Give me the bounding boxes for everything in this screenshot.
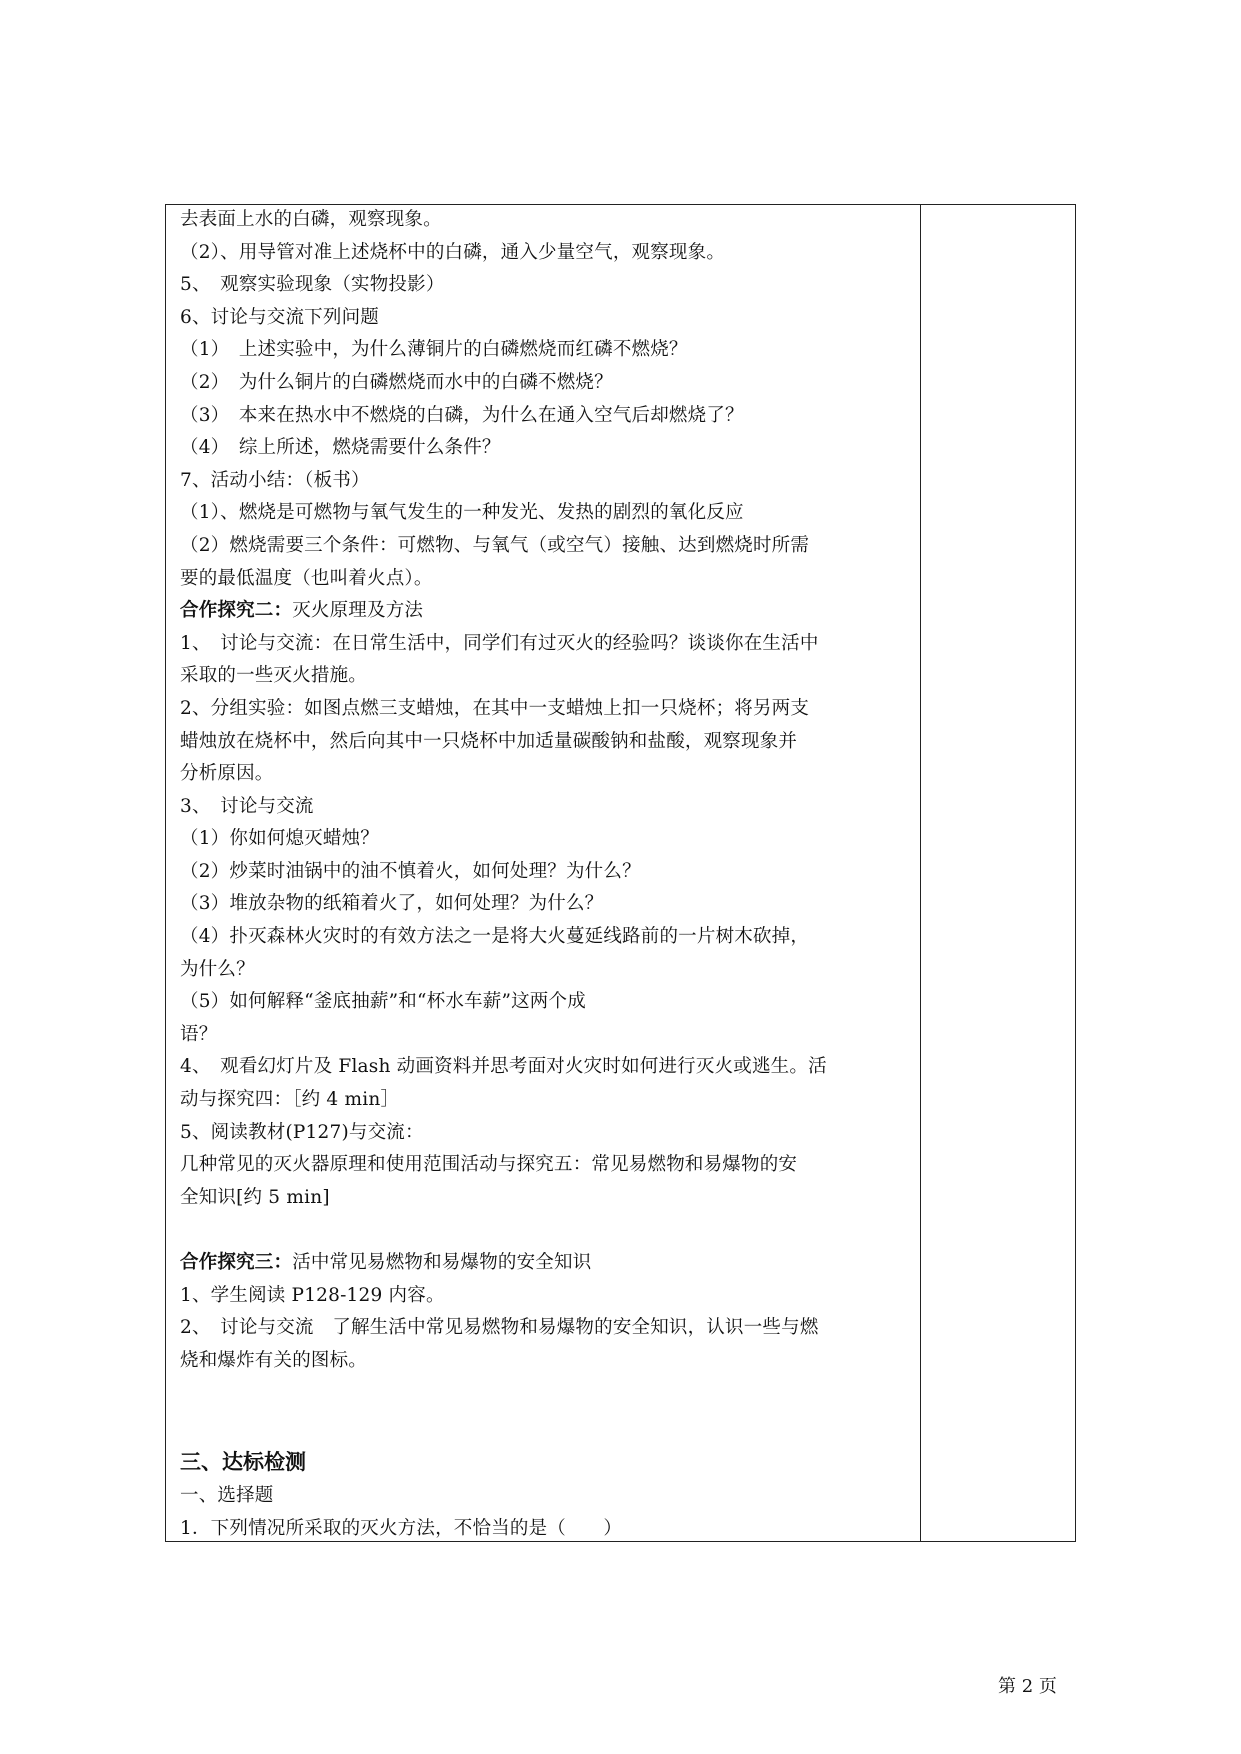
section-heading-3	[180, 1247, 915, 1280]
text-line: （1） 上述实验中，为什么薄铜片的白磷燃烧而红磷不燃烧？	[180, 339, 688, 361]
text-line: 烧和爆炸有关的图标。	[180, 1349, 368, 1371]
section-heading-2	[180, 595, 915, 628]
blank-space	[180, 1377, 915, 1442]
section-title: 灭火原理及方法	[292, 600, 424, 622]
text-line: （4）扑灭森林火灾时的有效方法之一是将大火蔓延线路前的一片树木砍掉，	[180, 926, 810, 948]
text-line: （1）你如何熄灭蜡烛？	[180, 828, 379, 850]
text-line: （2）炒菜时油锅中的油不慎着火，如何处理？为什么？	[180, 860, 641, 882]
text-line: （2）燃烧需要三个条件：可燃物、与氧气（或空气）接触、达到燃烧时所需	[180, 534, 810, 556]
text-line: 为什么？	[180, 958, 255, 980]
text-line: 6、讨论与交流下列问题	[180, 306, 379, 328]
text-line: 全知识[约 5 min]	[180, 1186, 330, 1208]
text-line: 1、学生阅读 P128-129 内容。	[180, 1284, 445, 1306]
text-line: 3、 讨论与交流	[180, 795, 314, 817]
text-line: （2） 为什么铜片的白磷燃烧而水中的白磷不燃烧？	[180, 371, 613, 393]
text-line: 几种常见的灭火器原理和使用范围活动与探究五：常见易燃物和易爆物的安	[180, 1154, 798, 1176]
text-line: 去表面上水的白磷，观察现象。	[180, 209, 442, 230]
text-line: （3） 本来在热水中不燃烧的白磷，为什么在通入空气后却燃烧了？	[180, 404, 744, 426]
text-line: 7、活动小结：（板书）	[180, 469, 370, 491]
text-line: 采取的一些灭火措施。	[180, 665, 368, 687]
table-column-divider	[920, 204, 921, 1542]
section-label: 合作探究二：	[180, 600, 293, 622]
text-line: 一、选择题	[180, 1485, 274, 1507]
text-line: 蜡烛放在烧杯中，然后向其中一只烧杯中加适量碳酸钠和盐酸，观察现象并	[180, 730, 798, 752]
text-line: 语？	[180, 1023, 218, 1045]
text-line: （3）堆放杂物的纸箱着火了，如何处理？为什么？	[180, 893, 604, 915]
text-line: （5）如何解释“釜底抽薪”和“杯水车薪”这两个成	[180, 991, 586, 1013]
section-title: 活中常见易燃物和易爆物的安全知识	[292, 1252, 592, 1273]
text-line: 分析原因。	[180, 763, 274, 785]
section-label: 合作探究三：	[180, 1252, 293, 1273]
text-line: （2）、用导管对准上述烧杯中的白磷，通入少量空气，观察现象。	[180, 241, 726, 263]
text-line: 1、 讨论与交流：在日常生活中，同学们有过灭火的经验吗？谈谈你在生活中	[180, 632, 819, 654]
question-line: 1．下列情况所采取的灭火方法，不恰当的是（ ）	[180, 1517, 623, 1539]
lesson-content	[180, 204, 915, 1546]
text-line: 动与探究四：［约 4 min］	[180, 1089, 400, 1111]
text-line: 4、 观看幻灯片及 Flash 动画资料并思考面对火灾时如何进行灭火或逃生。活	[180, 1056, 827, 1078]
text-line: 2、 讨论与交流 了解生活中常见易燃物和易爆物的安全知识，认识一些与燃	[180, 1317, 819, 1339]
text-line: 2、分组实验：如图点燃三支蜡烛，在其中一支蜡烛上扣一只烧杯；将另两支	[180, 697, 810, 719]
text-line: 5、 观察实验现象（实物投影）	[180, 274, 445, 296]
text-line: 5、阅读教材(P127)与交流：	[180, 1121, 424, 1143]
text-line: （4） 综上所述，燃烧需要什么条件？	[180, 437, 501, 459]
page-number: 第 2 页	[998, 1676, 1057, 1697]
blank-line	[180, 1214, 915, 1247]
section-heading-assessment: 三、达标检测	[180, 1449, 306, 1475]
text-line: 要的最低温度（也叫着火点）。	[180, 567, 433, 589]
text-line: （1）、燃烧是可燃物与氧气发生的一种发光、发热的剧烈的氧化反应	[180, 502, 744, 524]
